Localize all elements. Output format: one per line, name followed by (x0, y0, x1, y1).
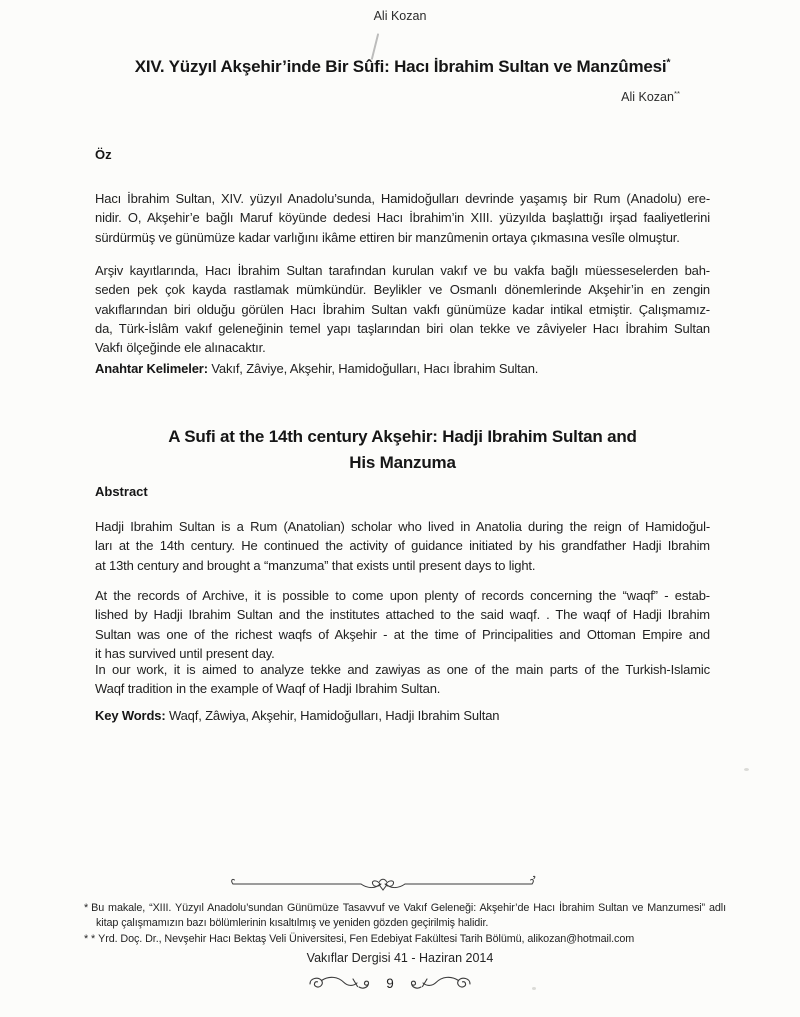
footnote-divider-ornament (229, 875, 537, 895)
abstract-paragraph-1: Hadji Ibrahim Sultan is a Rum (Anatolian) scholar who lived in Anatolia during the reign of Hamidoğul- ları at the 14th century. He continued the activity of guidance initiated by his grandfather Hadji Ibrahim at 13th century and brought a “manzuma” that exists until present days to light. (95, 519, 710, 573)
running-header-author: Ali Kozan (373, 9, 427, 23)
en-keywords-label: Key Words: (95, 708, 166, 723)
author-footnote-marker: ** (673, 88, 680, 98)
abstract-paragraph-3: In our work, it is aimed to analyze tekke and zawiyas as one of the main parts of the Turkish-Islamic Waqf tradition in the example of Waqf of Hadji Ibrahim Sultan. (95, 662, 710, 697)
author-line (0, 90, 680, 104)
footnote-2-marker: * * (84, 933, 96, 945)
article-title-text: XIV. Yüzyıl Akşehir’inde Bir Sûfi: Hacı İbrahim Sultan ve Manzûmesi (134, 57, 667, 76)
english-title: A Sufi at the 14th century Akşehir: Hadji Ibrahim Sultan and His Manzuma (168, 427, 637, 472)
oz-heading: Öz (95, 147, 112, 162)
page-ornament-left-icon (308, 974, 370, 992)
oz-keywords-label: Anahtar Kelimeler: (95, 361, 208, 376)
abstract-paragraph-2: At the records of Archive, it is possible to come upon plenty of records concerning the “waqf” - estab- lished by Hadji Ibrahim Sultan and the institutes attached to the said waqf. . The waqf of Hadji Ibrahim Sultan was one of the richest waqfs of Akşehir - at the time of Principalities and Ottoman Empire and it has survived until present day. (95, 588, 710, 661)
page-number-line (0, 974, 780, 992)
journal-footer-line: Vakıflar Dergisi 41 - Haziran 2014 (306, 951, 494, 965)
oz-keywords-line (95, 361, 710, 376)
oz-paragraph-2: Arşiv kayıtlarında, Hacı İbrahim Sultan tarafından kurulan vakıf ve bu vakfa bağlı müesseselerden bah- seden pek çok kayda rastlamak mümkündür. Beylikler ve Osmanlı dönemlerinde Akşehir’in en zengin vakıflarından biri olduğu görülen Hacı İbrahim Sultan vakfı günümüze kadar intikal etmiştir. Çalışmamız- da, Türk-İslâm vakıf geleneğinin temel yapı taşlarından biri olan tekke ve zâviyeler Hacı İbrahim Sultan Vakfı ölçeğinde ele alınacaktır. (95, 263, 710, 356)
abstract-heading: Abstract (95, 484, 148, 499)
footnote-2 (84, 932, 726, 947)
footnote-1-marker: * (84, 902, 89, 914)
oz-keywords-text: Vakıf, Zâviye, Akşehir, Hamidoğulları, Hacı İbrahim Sultan. (207, 361, 539, 376)
article-title (95, 57, 710, 77)
footnote-2-text: Yrd. Doç. Dr., Nevşehir Hacı Bektaş Veli Üniversitesi, Fen Edebiyat Fakültesi Tarih Bölümü, alikozan@hotmail.com (98, 933, 635, 945)
oz-paragraph-1: Hacı İbrahim Sultan, XIV. yüzyıl Anadolu’sunda, Hamidoğulları devrinde yaşamış bir Rum (Anadolu) ere- nidir. O, Akşehir’e bağlı Maruf köyünde dedesi Hacı İbrahim’in XIII. yüzyılda başlattığı irşad faaliyetlerini sürdürmüş ve günümüze kadar varlığını ikâme ettiren bir manzûmenin ortaya çıkmasına vesîle olmuştur. (95, 191, 710, 245)
scan-speck (744, 768, 749, 771)
author-name: Ali Kozan (621, 90, 674, 104)
page-ornament-right-icon (410, 974, 472, 992)
footnote-1 (84, 901, 726, 930)
scan-artifact-slash (371, 33, 379, 60)
en-keywords-line (95, 708, 710, 723)
title-footnote-marker: * (666, 56, 671, 69)
footnote-1-text: Bu makale, “XIII. Yüzyıl Anadolu’sundan Günümüze Tasavvuf ve Vakıf Geleneği: Akşehir’de Hacı İbrahim Sultan ve Manzumesi” adlı kitap çalışmamızın bazı bölümlerinin kısaltılmış ve yeniden gözden geçirilmiş halidir. (91, 902, 726, 929)
page-number: 9 (386, 975, 394, 991)
en-keywords-text: Waqf, Zâwiya, Akşehir, Hamidoğulları, Hadji Ibrahim Sultan (165, 708, 500, 723)
